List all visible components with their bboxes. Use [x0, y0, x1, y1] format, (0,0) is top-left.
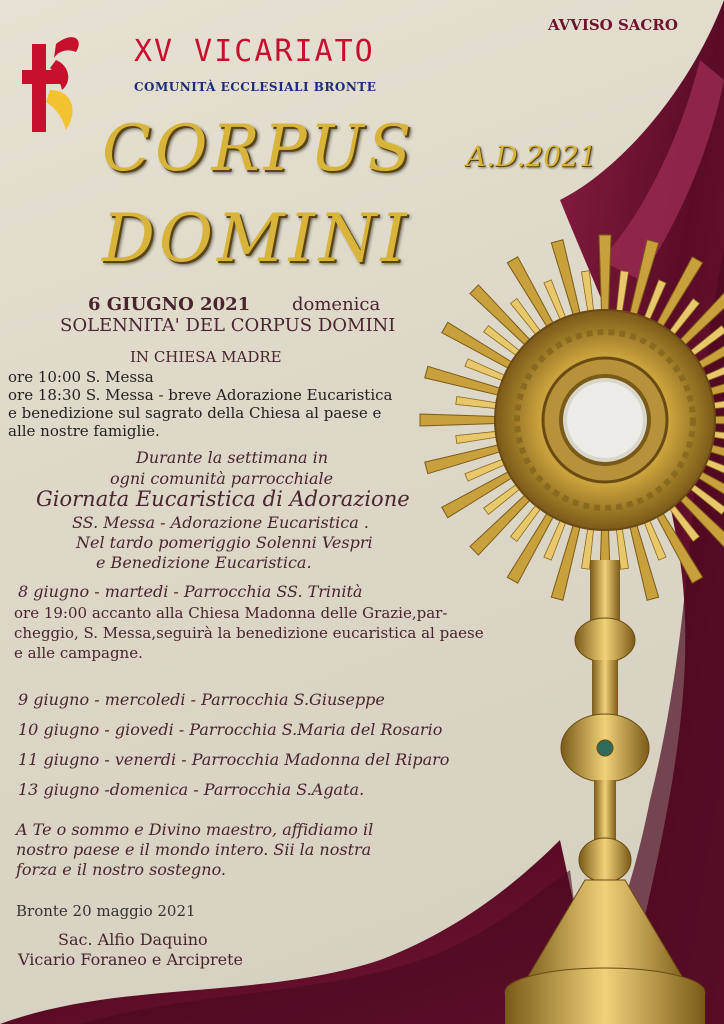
schedule-line: alle nostre famiglie.	[8, 422, 160, 440]
schedule-line: ore 10:00 S. Messa	[8, 368, 154, 386]
event-weekday: domenica	[292, 294, 381, 315]
day-item: 9 giugno - mercoledi - Parrocchia S.Giuseppe	[18, 690, 385, 709]
first-day-line: cheggio, S. Messa,seguirà la benedizione eucaristica al paese	[14, 624, 484, 642]
day-item: 13 giugno -domenica - Parrocchia S.Agata.	[18, 780, 365, 799]
event-solemnity: SOLENNITA' DEL CORPUS DOMINI	[60, 315, 396, 336]
week-line-3: e Benedizione Eucaristica.	[96, 553, 312, 572]
prayer-line: A Te o sommo e Divino maestro, affidiamo il	[16, 820, 374, 839]
first-day-details	[14, 603, 484, 663]
day-item: 10 giugno - giovedi - Parrocchia S.Maria del Rosario	[18, 720, 443, 739]
prayer	[16, 820, 373, 880]
week-line-2: Nel tardo pomeriggio Solenni Vespri	[76, 533, 373, 552]
week-intro-1: Durante la settimana in	[136, 448, 329, 467]
event-schedule	[8, 368, 392, 440]
footer-place-date: Bronte 20 maggio 2021	[16, 902, 196, 920]
notice-label: AVVISO SACRO	[548, 16, 678, 34]
vicariato-logo-icon	[22, 30, 86, 134]
header-subtitle: COMUNITÀ ECCLESIALI BRONTE	[134, 80, 377, 94]
week-intro-2: ogni comunità parrocchiale	[110, 469, 334, 488]
hero-year: A.D.2021	[466, 140, 597, 173]
footer-role: Vicario Foraneo e Arciprete	[18, 950, 244, 969]
day-item: 11 giugno - venerdi - Parrocchia Madonna del Riparo	[18, 750, 450, 769]
hero-title-domini: DOMINI	[102, 200, 411, 277]
event-place: IN CHIESA MADRE	[130, 348, 282, 366]
prayer-line: forza e il nostro sostegno.	[16, 860, 227, 879]
footer-signer: Sac. Alfio Daquino	[58, 930, 208, 949]
week-heading: Giornata Eucaristica di Adorazione	[36, 487, 410, 511]
schedule-line: ore 18:30 S. Messa - breve Adorazione Eucaristica	[8, 386, 393, 404]
hero-title-corpus: CORPUS	[102, 112, 416, 186]
schedule-line: e benedizione sul sagrato della Chiesa al paese e	[8, 404, 382, 422]
event-date: 6 GIUGNO 2021	[88, 294, 251, 315]
first-day-line: e alle campagne.	[14, 644, 143, 662]
first-day-line: ore 19:00 accanto alla Chiesa Madonna delle Grazie,par-	[14, 604, 448, 622]
header-title: XV VICARIATO	[134, 34, 375, 69]
prayer-line: nostro paese e il mondo intero. Sii la nostra	[16, 840, 372, 859]
week-line-1: SS. Messa - Adorazione Eucaristica .	[72, 513, 369, 532]
first-day-title: 8 giugno - martedi - Parrocchia SS. Trinità	[18, 582, 363, 601]
